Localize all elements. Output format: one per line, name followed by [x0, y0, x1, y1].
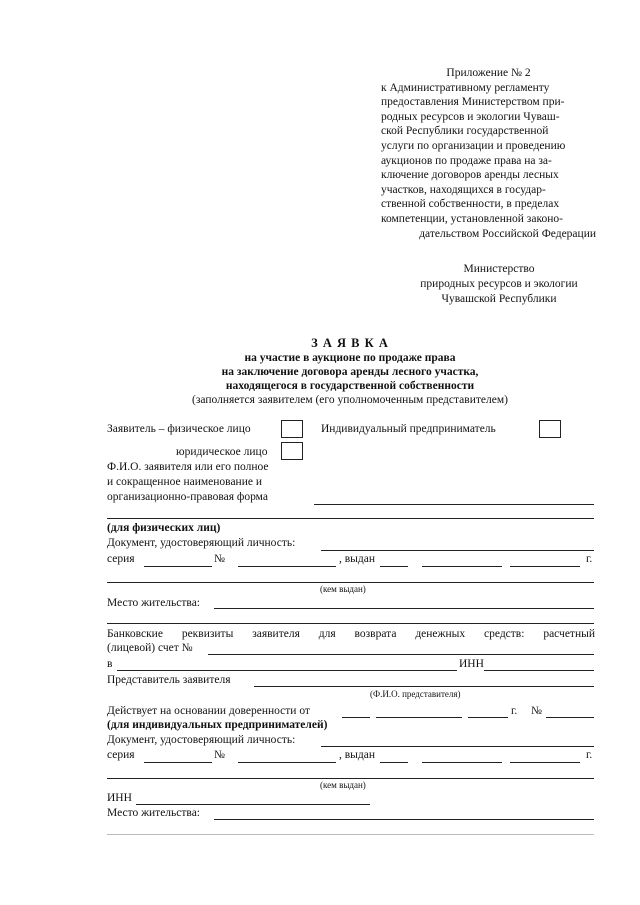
series-label: серия [107, 553, 135, 565]
account-field[interactable] [208, 654, 594, 655]
poa-day-field[interactable] [342, 717, 370, 718]
ip-issued-by-caption: (кем выдан) [320, 780, 366, 790]
doc-field[interactable] [321, 550, 594, 551]
applicant-name-label: Ф.И.О. заявителя или его полное [107, 461, 269, 473]
title-line: на заключение договора аренды лесного участка, [221, 366, 479, 378]
representative-field[interactable] [254, 686, 594, 687]
ip-series-field[interactable] [144, 762, 212, 763]
ip-inn-field[interactable] [136, 804, 370, 805]
residence-field[interactable] [214, 608, 594, 609]
issued-by-caption: (кем выдан) [320, 584, 366, 594]
applicant-name-label: и сокращенное наименование и [107, 476, 262, 488]
appendix-line: родных ресурсов и экологии Чуваш- [381, 110, 560, 123]
ip-inn-label: ИНН [107, 792, 132, 804]
poa-number-label: № [531, 705, 542, 717]
ip-number-label: № [214, 749, 225, 761]
title-note: (заполняется заявителем (его уполномоченным представителем) [192, 394, 508, 406]
issued-by-field[interactable] [107, 582, 594, 583]
appendix-line: ской Республики государственной [381, 125, 549, 138]
appendix-block [381, 66, 596, 241]
title-line: находящегося в государственной собственности [225, 380, 475, 392]
poa-number-field[interactable] [546, 717, 594, 718]
inn-label: ИНН [459, 658, 484, 670]
physical-person-checkbox[interactable] [281, 420, 303, 438]
appendix-line: ключение договоров аренды лесных [381, 169, 559, 182]
issue-month-field[interactable] [422, 566, 502, 567]
number-field[interactable] [238, 566, 336, 567]
year-suffix: г. [586, 553, 593, 565]
entrepreneur-label: Индивидуальный предприниматель [321, 423, 496, 435]
series-field[interactable] [144, 566, 212, 567]
ip-issued-by-field[interactable] [107, 778, 594, 779]
issue-day-field[interactable] [380, 566, 408, 567]
residence-label: Место жительства: [107, 597, 200, 609]
ip-issued-label: , выдан [339, 749, 376, 761]
ministry-block [400, 262, 598, 307]
ip-doc-label: Документ, удостоверяющий личность: [107, 734, 296, 746]
ministry-line: Чувашской Республики [441, 293, 557, 305]
applicant-name-field[interactable] [314, 504, 594, 505]
poa-month-field[interactable] [376, 717, 462, 718]
power-of-attorney-label: Действует на основании доверенности от [107, 705, 310, 717]
appendix-line: дательством Российской Федерации [419, 227, 596, 240]
applicant-name-label: организационно-правовая форма [107, 491, 268, 503]
ministry-line: Министерство [463, 263, 535, 275]
ip-residence-label: Место жительства: [107, 807, 200, 819]
legal-entity-checkbox[interactable] [281, 442, 303, 460]
physical-person-label: Заявитель – физическое лицо [107, 423, 251, 435]
residence-field-2[interactable] [107, 623, 594, 624]
representative-label: Представитель заявителя [107, 674, 231, 686]
appendix-line: ственной собственности, в пределах [381, 198, 560, 211]
issue-year-field[interactable] [510, 566, 580, 567]
bank-name-field[interactable] [117, 670, 457, 671]
appendix-line: услуги по организации и проведению [381, 139, 566, 152]
appendix-line: компетенции, установленной законо- [381, 212, 563, 225]
ip-number-field[interactable] [238, 762, 336, 763]
representative-caption: (Ф.И.О. представителя) [370, 689, 461, 699]
appendix-line: аукционов по продаже права на за- [381, 154, 552, 167]
document-title [100, 336, 600, 407]
issued-label: , выдан [339, 553, 376, 565]
bank-details-text: Банковские реквизиты заявителя для возврата денежных средств: расчетный [107, 628, 595, 640]
ip-year-suffix: г. [586, 749, 593, 761]
ip-residence-field-2[interactable] [107, 834, 594, 835]
appendix-line: к Административному регламенту [381, 81, 550, 94]
poa-year-suffix: г. [511, 705, 518, 717]
ip-residence-field[interactable] [214, 819, 594, 820]
ip-issue-day-field[interactable] [380, 762, 408, 763]
number-label: № [214, 553, 225, 565]
entrepreneur-section-header: (для индивидуальных предпринимателей) [107, 719, 328, 731]
bank-in-label: в [107, 658, 113, 670]
ip-issue-month-field[interactable] [422, 762, 502, 763]
entrepreneur-checkbox[interactable] [539, 420, 561, 438]
appendix-line: предоставления Министерством при- [381, 96, 565, 109]
ip-issue-year-field[interactable] [510, 762, 580, 763]
ip-series-label: серия [107, 749, 135, 761]
account-label: (лицевой) счет № [107, 642, 193, 654]
legal-entity-label: юридическое лицо [176, 446, 268, 458]
appendix-title: Приложение № 2 [446, 67, 531, 79]
ministry-line: природных ресурсов и экологии [420, 278, 578, 290]
bank-inn-field[interactable] [484, 670, 594, 671]
physical-section-header: (для физических лиц) [107, 522, 221, 534]
title-line: на участие в аукционе по продаже права [244, 352, 456, 364]
ip-doc-field[interactable] [321, 746, 594, 747]
title-heading: З А Я В К А [311, 336, 389, 350]
poa-year-field[interactable] [468, 717, 508, 718]
doc-label: Документ, удостоверяющий личность: [107, 537, 296, 549]
appendix-line: участков, находящихся в государ- [381, 183, 546, 196]
applicant-name-field-2[interactable] [107, 518, 594, 519]
